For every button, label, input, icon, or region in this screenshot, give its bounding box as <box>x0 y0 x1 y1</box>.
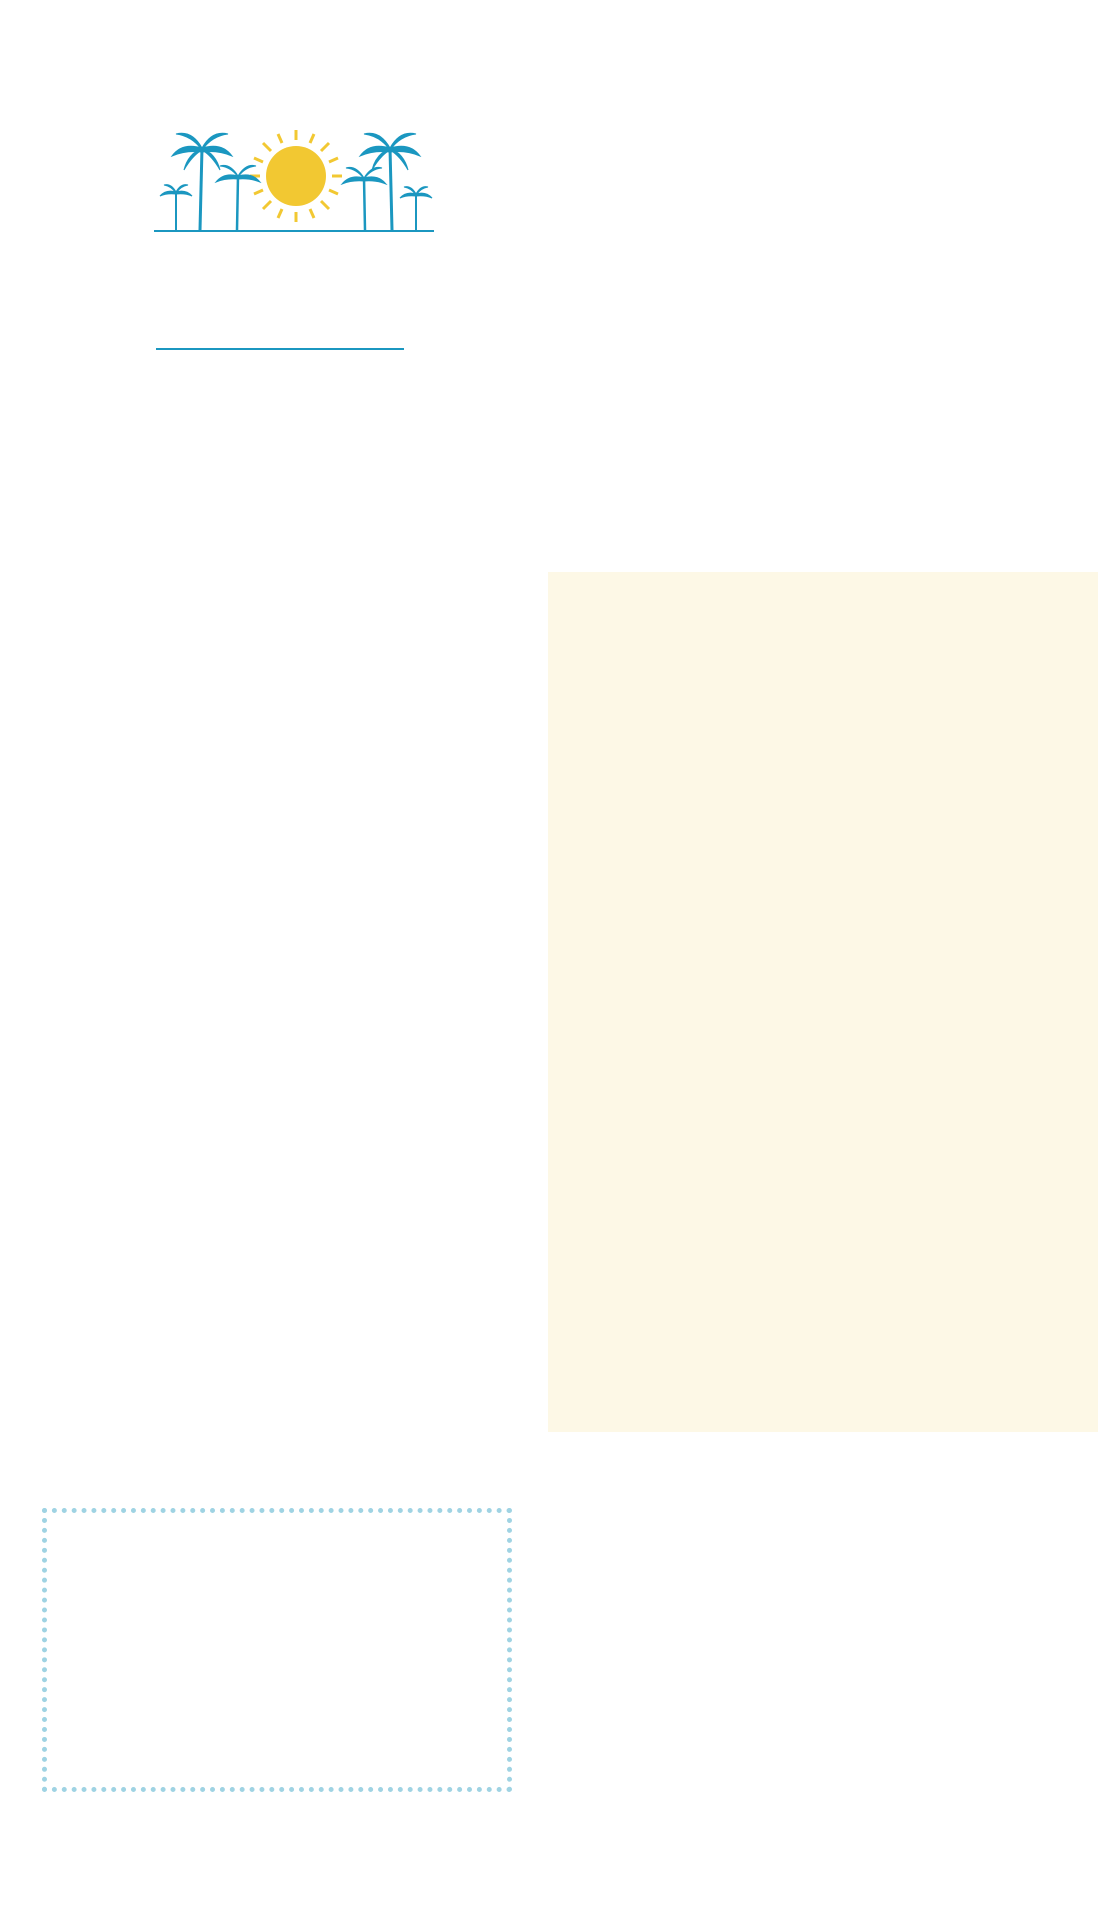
logo <box>140 118 430 380</box>
logo-palm-sun-icon <box>154 118 444 238</box>
handhelds-dotted-strip <box>560 562 1098 584</box>
logo-divider <box>156 348 404 350</box>
handhelds-panel <box>548 572 1098 1432</box>
top-dotted-band <box>0 0 1098 80</box>
bottom-dotted-band <box>0 1842 1098 1920</box>
tacos-frame <box>42 1508 512 1792</box>
